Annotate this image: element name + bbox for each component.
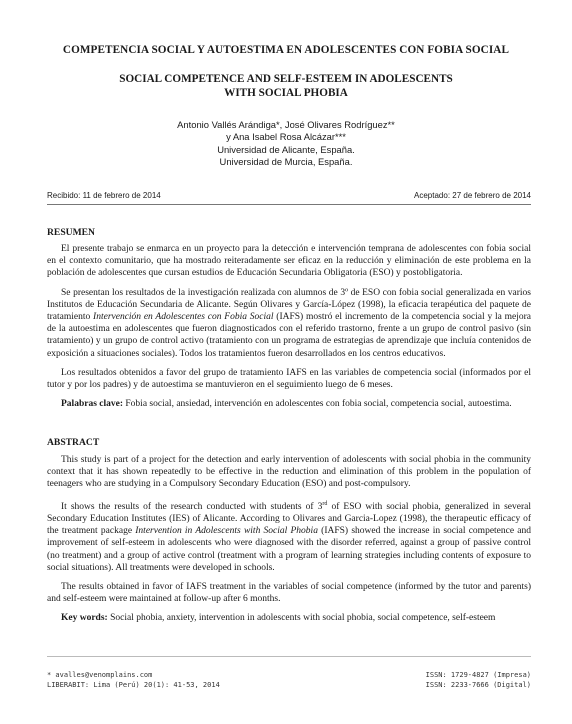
abstract-paragraph-1: This study is part of a project for the detection and early intervention of adolescents with social phobia in the community context that it has shown repeatedly to be effective in the reduction and elimination of this problem in the population of teenagers who are studying in a Compulsory Secondary Education (ESO) and post-compulsory. (47, 455, 531, 490)
resumen-paragraph-1: El presente trabajo se enmarca en un proyecto para la detección e intervención temprana de adolescentes con fobia social en el contexto comunitario, que ha mostrado reiteradamente ser eficaz en la reducción y eliminación de este problema en la población de adolescentes que cursan estudios de Educación Secundaria Obligatoria (ESO) y postobligatoria. (47, 244, 531, 279)
abstract-p2-sup: rd (322, 500, 328, 507)
affiliation-2: Universidad de Murcia, España. (219, 156, 353, 168)
abstract-body (47, 454, 531, 625)
resumen-p2-text-b: (IAFS) mostró el incremento de la competencia social y la mejora de la autoestima en adolescentes que fueron diagnosticados con el referido trastorno, frente a un grupo de control pasivo (sin tratamiento) y un grupo de control activo (tratamiento con un programa de estrategias de aprendizaje que incluía contenidos de exposición a situaciones sociales). Todos los tratamientos fueron desarrollados en los centros educativos. (47, 312, 531, 359)
abstract-p2-text-b: of ESO with social phobia, generalized in several Secondary Education Institutes (IES) of Alicante. According to Olivares and Garcia-Lopez (1998), the therapeutic efficacy of the treatment package (47, 501, 531, 537)
divider (47, 204, 531, 205)
issn-print: ISSN: 1729-4827 (Impresa) (425, 671, 531, 679)
title-english (40, 72, 532, 100)
title-english-line-2: WITH SOCIAL PHOBIA (224, 87, 348, 99)
resumen-p2-text-a: Se presentan los resultados de la investigación realizada con alumnos de 3º de ESO con fobia social generalizada en varios Institutos de Educación Secundaria de Alicante. Según Olivares y García-López (1998), la eficacia terapéutica del paquete de tratamiento (47, 287, 531, 323)
resumen-heading: RESUMEN (47, 227, 95, 238)
footer-divider (47, 656, 531, 657)
received-date: Recibido: 11 de febrero de 2014 (47, 191, 161, 200)
keywords-label-es: Palabras clave: (61, 399, 124, 410)
keywords-label-en: Key words: (61, 613, 108, 624)
accepted-date: Aceptado: 27 de febrero de 2014 (414, 191, 531, 200)
resumen-body (47, 243, 531, 410)
title-spanish: COMPETENCIA SOCIAL Y AUTOESTIMA EN ADOLESCENTES CON FOBIA SOCIAL (62, 44, 510, 56)
authors-line-2: y Ana Isabel Rosa Alcázar*** (226, 131, 346, 143)
abstract-keywords (47, 612, 531, 624)
abstract-p2-text-a: It shows the results of the research conducted with students of 3 (61, 501, 323, 512)
resumen-p2-italic: Intervención en Adolescentes con Fobia Social (93, 312, 274, 323)
title-english-line-1: SOCIAL COMPETENCE AND SELF-ESTEEM IN ADOLESCENTS (119, 73, 453, 85)
author-email: * avalles@venomplains.com (47, 671, 153, 679)
footer-right (426, 671, 531, 690)
abstract-p2-italic: Intervention in Adolescents with Social Phobia (135, 526, 318, 537)
issn-digital: ISSN: 2233-7666 (Digital) (425, 680, 531, 689)
keywords-text-es: Fobia social, ansiedad, intervención en adolescentes con fobia social, competencia social, autoestima. (123, 399, 512, 410)
resumen-paragraph-2 (47, 287, 531, 360)
abstract-p2-text-c: (IAFS) showed the increase in social competence and improvement of self-esteem in adolescents who were diagnosed with the disorder referred, against a group of passive control (no treatment) and a group of active control (treatment with a program of learning strategies including contents of exposure to social situations). All treatments were developed in schools. (47, 526, 532, 573)
keywords-text-en: Social phobia, anxiety, intervention in adolescents with social phobia, social competence, self-esteem (107, 613, 496, 624)
resumen-keywords (47, 398, 531, 410)
abstract-paragraph-3: The results obtained in favor of IAFS treatment in the variables of social competence (informed by the tutor and parents) and self-esteem were maintained at follow-up after 6 months. (47, 581, 531, 605)
journal-citation: LIBERABIT: Lima (Perú) 20(1): 41-53, 2014 (47, 680, 220, 689)
affiliation-1: Universidad de Alicante, España. (217, 143, 355, 155)
resumen-paragraph-3: Los resultados obtenidos a favor del grupo de tratamiento IAFS en las variables de competencia social (informados por el tutor y por los padres) y de autoestima se mantuvieron en el seguimiento luego de 6 meses. (47, 367, 531, 391)
author-block (60, 119, 512, 169)
abstract-paragraph-2 (47, 498, 531, 574)
footer-left (47, 671, 220, 690)
authors-line-1: Antonio Vallés Arándiga*, José Olivares Rodríguez** (177, 119, 395, 130)
abstract-heading: ABSTRACT (47, 437, 100, 448)
